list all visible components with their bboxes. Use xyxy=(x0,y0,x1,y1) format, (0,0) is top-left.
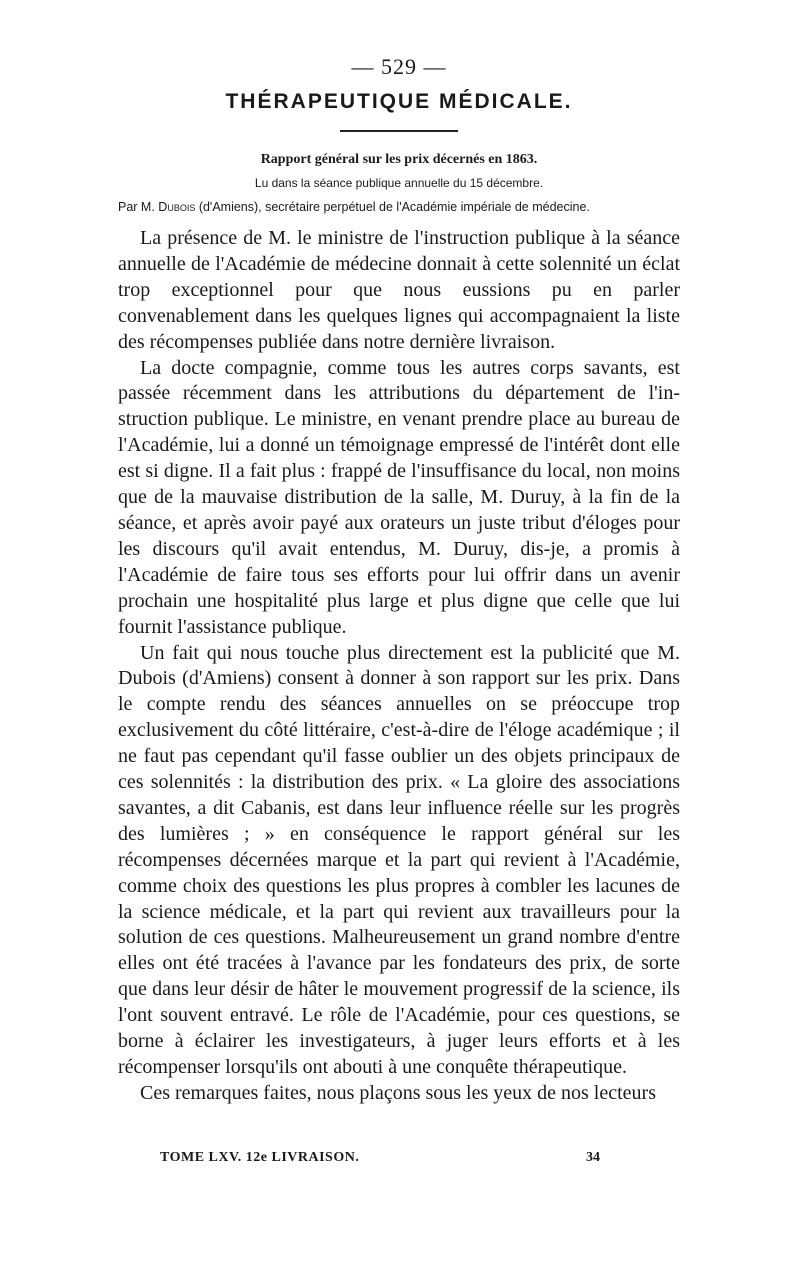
section-title: THÉRAPEUTIQUE MÉDICALE. xyxy=(225,90,573,113)
author-name: Dubois xyxy=(158,200,196,214)
paragraph: Ces remarques faites, nous plaçons sous les yeux de nos lecteurs xyxy=(140,1081,656,1104)
page-number: — 529 — xyxy=(351,54,447,79)
report-title: Rapport général sur les prix décernés en 1863. xyxy=(260,152,538,167)
paragraph: La docte compagnie, comme tous les autres corps savants, est passée récemment dans les attributions du département de l'instruction publique. Le ministre, en venant prendre place au bureau de l'Académie, lui a donné un témoignage empressé de l'intérêt dont elle est si digne. Il a fait plus : frappé de l'insuffisance du local, non moins que de la mauvaise distribution de la salle, M. Duruy, à la fin de la séance, et après avoir payé aux orateurs un juste tribut d'éloges pour les discours qu'il avait entendus, M. Duruy, dis-je, a promis à l'Académie de faire tous ses efforts pour lui offrir dans un avenir prochain une hospitalité plus large et plus digne que celle que lui fournit l'assistance publique. xyxy=(118,356,680,638)
report-subtitle: Lu dans la séance publique annuelle du 15 décembre. xyxy=(254,176,544,190)
author-rest: (d'Amiens), secrétaire perpétuel de l'Académie impériale de médecine. xyxy=(195,200,590,214)
report-author xyxy=(118,198,680,216)
title-rule xyxy=(340,130,458,132)
document-page xyxy=(118,52,680,1107)
article-body xyxy=(118,226,680,1107)
paragraph: Un fait qui nous touche plus directement est la publicité que M. Dubois (d'Amiens) consent à donner à son rapport sur les prix. Dans le compte rendu des séances annuelles on se préoccupe trop exclusivement du côté littéraire, c'est-à-dire de l'éloge académique ; il ne faut pas cependant qu'il fasse oublier un des objets principaux de ces solennités : la distribution des prix. « La gloire des associations savantes, a dit Cabanis, est dans leur influence réelle sur les progrès des lumières ; » en conséquence le rapport général sur les récompenses décernées marque et la part qui revient à l'Académie, comme choix des questions les plus propres à combler les lacunes de la science médicale, et la part qui revient aux travailleurs pour la solution de ces questions. Malheureusement un grand nombre d'entre elles ont été tracées à l'avance par les fondateurs des prix, de sorte que dans leur désir de hâter le mouvement progressif de la science, ils l'ont souvent entravé. Le rôle de l'Académie, pour ces questions, se borne à éclairer les investigateurs, à juger leurs efforts et à les récompenser lorsqu'ils ont abouti à une conquête thérapeutique. xyxy=(118,641,680,1078)
author-prefix: Par M. xyxy=(118,200,159,214)
paragraph: La présence de M. le ministre de l'instruction publique à la séance annuelle de l'Académie de médecine donnait à cette solennité un éclat trop exceptionnel pour que nous eussions pu en parler convenablement dans les quelques lignes qui accompagnaient la liste des récompenses publiée dans notre dernière livraison. xyxy=(118,227,680,353)
sheet-number: 34 xyxy=(586,1150,600,1165)
tome-livraison: TOME LXV. 12e LIVRAISON. xyxy=(160,1150,360,1165)
